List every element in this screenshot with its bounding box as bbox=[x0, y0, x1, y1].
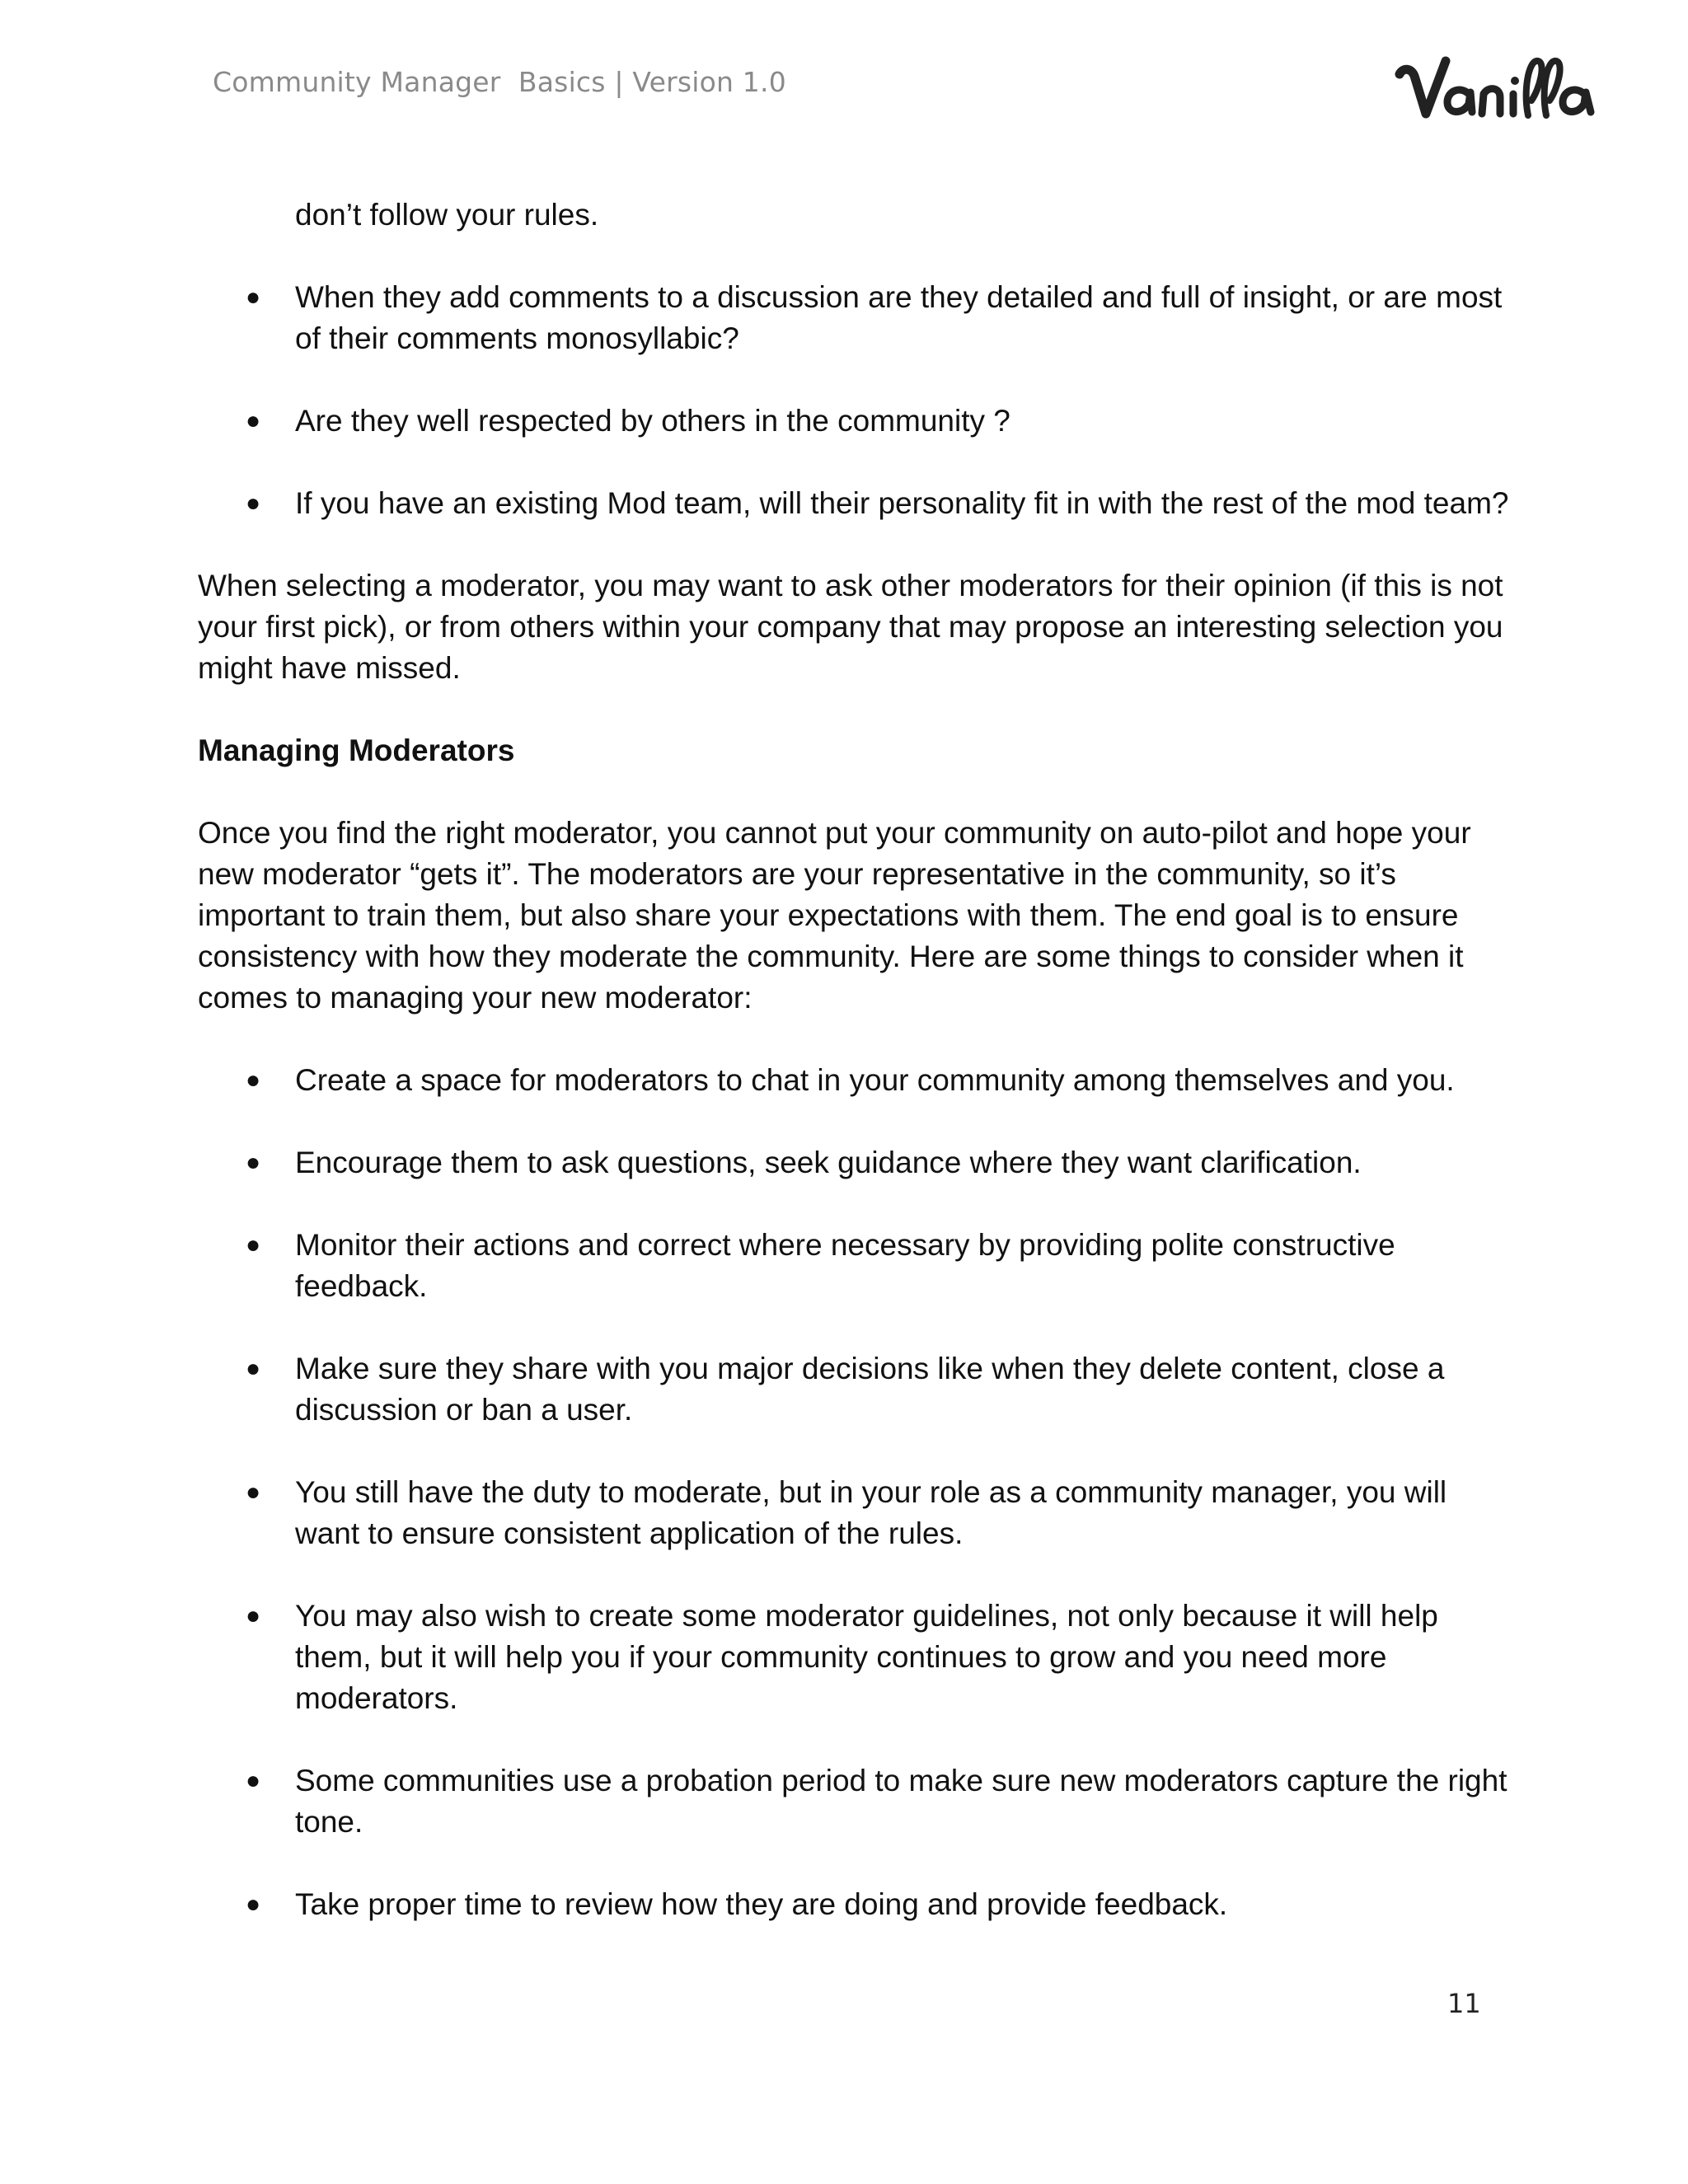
page-number: 11 bbox=[1447, 1988, 1481, 2019]
bullet-icon: ● bbox=[246, 1891, 261, 1918]
managing-bullet-list bbox=[198, 1060, 1533, 1925]
vanilla-logo-icon bbox=[1393, 43, 1599, 134]
page-header-title: Community Manager Basics | Version 1.0 bbox=[213, 66, 786, 98]
bullet-icon: ● bbox=[246, 407, 261, 434]
list-item bbox=[198, 1142, 1515, 1183]
list-item-text: Take proper time to review how they are doing and provide feedback. bbox=[295, 1887, 1228, 1921]
list-item bbox=[198, 1060, 1515, 1101]
list-item-text: If you have an existing Mod team, will their personality fit in with the rest of the mod team? bbox=[295, 486, 1509, 520]
list-item bbox=[198, 1760, 1515, 1843]
selection-paragraph: When selecting a moderator, you may want to ask other moderators for their opinion (if this is not your first pick), or from others within your company that may propose an interesting selection you might have missed. bbox=[198, 569, 1503, 685]
list-item-continuation bbox=[198, 194, 1515, 236]
list-item-text: Monitor their actions and correct where necessary by providing polite constructive feedback. bbox=[295, 1228, 1395, 1303]
list-item-text: Encourage them to ask questions, seek guidance where they want clarification. bbox=[295, 1146, 1362, 1179]
section-paragraph: Once you find the right moderator, you cannot put your community on auto-pilot and hope your new moderator “gets it”. The moderators are your representative in the community, so it’s important to train them, but also share your expectations with them. The end goal is to ensure consistency with how they moderate the community. Here are some things to consider when it comes to managing your new moderator: bbox=[198, 816, 1471, 1015]
list-item bbox=[198, 1884, 1515, 1925]
list-item bbox=[198, 401, 1515, 442]
bullet-icon: ● bbox=[246, 1767, 261, 1794]
intro-bullet-list bbox=[198, 194, 1533, 524]
list-item-text: Some communities use a probation period to make sure new moderators capture the right tone. bbox=[295, 1764, 1507, 1839]
list-item bbox=[198, 483, 1515, 524]
list-item-text: You still have the duty to moderate, but in your role as a community manager, you will want to ensure consistent application of the rules. bbox=[295, 1475, 1447, 1550]
document-body bbox=[198, 194, 1533, 1966]
bullet-icon: ● bbox=[246, 1149, 261, 1176]
list-item bbox=[198, 1225, 1515, 1307]
bullet-icon: ● bbox=[246, 1066, 261, 1094]
bullet-icon: ● bbox=[246, 284, 261, 311]
list-item bbox=[198, 1472, 1515, 1554]
list-item bbox=[198, 277, 1515, 359]
bullet-icon: ● bbox=[246, 1355, 261, 1382]
section-heading: Managing Moderators bbox=[198, 733, 515, 767]
list-item-text: don’t follow your rules. bbox=[295, 198, 599, 232]
list-item-text: Make sure they share with you major decisions like when they delete content, close a discussion or ban a user. bbox=[295, 1352, 1445, 1427]
bullet-icon: ● bbox=[246, 1231, 261, 1258]
list-item bbox=[198, 1596, 1515, 1719]
bullet-icon: ● bbox=[246, 490, 261, 517]
list-item-text: Create a space for moderators to chat in your community among themselves and you. bbox=[295, 1063, 1455, 1097]
list-item bbox=[198, 1348, 1515, 1431]
list-item-text: Are they well respected by others in the community ? bbox=[295, 404, 1010, 438]
bullet-icon: ● bbox=[246, 1479, 261, 1506]
list-item-text: When they add comments to a discussion are they detailed and full of insight, or are most of their comments monosyllabic? bbox=[295, 280, 1503, 355]
list-item-text: You may also wish to create some moderator guidelines, not only because it will help them, but it will help you if your community continues to grow and you need more moderators. bbox=[295, 1599, 1438, 1715]
bullet-icon: ● bbox=[246, 1602, 261, 1629]
